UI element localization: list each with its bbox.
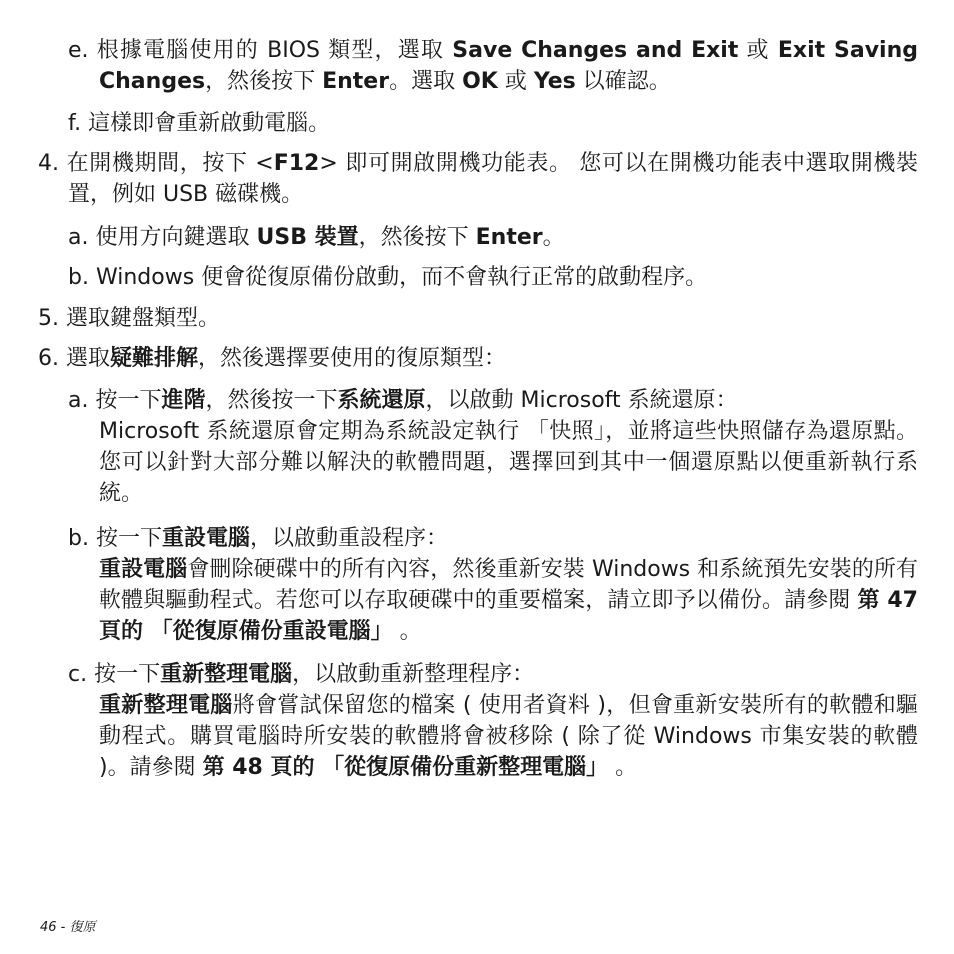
step-f-text: f. 這樣即會重新啟動電腦。 — [68, 111, 331, 136]
step-6b — [68, 523, 918, 647]
step-4b-text: b. Windows 便會從復原備份啟動，而不會執行正常的啟動程序。 — [68, 265, 708, 290]
usb-device-label: USB 裝置 — [256, 225, 359, 250]
step-5-text: 5. 選取鍵盤類型。 — [38, 306, 221, 331]
step-6-text: 6. 選取疑難排解，然後選擇要使用的復原類型： — [38, 346, 507, 371]
step-6c-heading: c. 按一下重新整理電腦，以啟動重新整理程序： — [68, 662, 535, 687]
refresh-pc-reference: 第 48 頁的 「從復原備份重新整理電腦」 — [202, 755, 609, 780]
system-restore-label: 系統還原 — [337, 388, 426, 413]
enter-key-label: Enter — [322, 69, 390, 94]
reset-pc-reference: 第 47 頁的 「從復原備份重設電腦」 — [99, 588, 918, 644]
step-4b — [68, 262, 918, 293]
step-5 — [38, 303, 918, 334]
ok-label: OK — [462, 69, 498, 94]
f12-key-label: F12 — [273, 151, 320, 176]
exit-saving-changes-label: Exit Saving Changes — [99, 38, 919, 94]
step-f — [68, 108, 918, 139]
step-e — [68, 35, 918, 97]
step-4-text: 4. 在開機期間，按下 <F12> 即可開啟開機功能表。 您可以在開機功能表中選取開機裝置，例如 USB 磁碟機。 — [38, 151, 919, 207]
step-4a — [68, 222, 918, 253]
save-changes-exit-label: Save Changes and Exit — [452, 38, 739, 63]
step-6a-description: Microsoft 系統還原會定期為系統設定執行 「快照」，並將這些快照儲存為還原點。您可以針對大部分難以解決的軟體問題，選擇回到其中一個還原點以便重新執行系統。 — [99, 419, 918, 506]
advanced-label: 進階 — [161, 388, 206, 413]
reset-pc-term: 重設電腦 — [99, 557, 188, 582]
step-6a-heading: a. 按一下進階，然後按一下系統還原，以啟動 Microsoft 系統還原： — [68, 388, 738, 413]
step-6 — [38, 343, 918, 374]
refresh-pc-label: 重新整理電腦 — [160, 662, 293, 687]
enter-key-label: Enter — [475, 225, 543, 250]
troubleshoot-label: 疑難排解 — [110, 346, 199, 371]
step-6b-description: 重設電腦會刪除硬碟中的所有內容，然後重新安裝 Windows 和系統預先安裝的所有軟體與驅動程式。若您可以存取硬碟中的重要檔案，請立即予以備份。請參閱 第 47 頁的 「從復原備份重設電腦」 。 — [99, 557, 918, 644]
page-footer: 46 - 復原 — [40, 920, 96, 935]
yes-label: Yes — [533, 69, 576, 94]
reset-pc-label: 重設電腦 — [161, 526, 250, 551]
refresh-pc-term: 重新整理電腦 — [99, 693, 233, 718]
step-4 — [38, 148, 918, 210]
step-6a — [68, 385, 918, 509]
step-6b-heading: b. 按一下重設電腦，以啟動重設程序： — [68, 526, 449, 551]
step-e-text: e. 根據電腦使用的 BIOS 類型，選取 Save Changes and Exit 或 Exit Saving Changes，然後按下 Enter。選取 OK 或 Yes 以確認。 — [68, 38, 919, 94]
step-6c-description: 重新整理電腦將會嘗試保留您的檔案 ( 使用者資料 )，但會重新安裝所有的軟體和驅動程式。購買電腦時所安裝的軟體將會被移除 ( 除了從 Windows 市集安裝的軟體 )。請參閱 第 48 頁的 「從復原備份重新整理電腦」 。 — [99, 693, 918, 780]
step-4a-text: a. 使用方向鍵選取 USB 裝置，然後按下 Enter。 — [68, 225, 565, 250]
step-6c — [68, 659, 918, 783]
